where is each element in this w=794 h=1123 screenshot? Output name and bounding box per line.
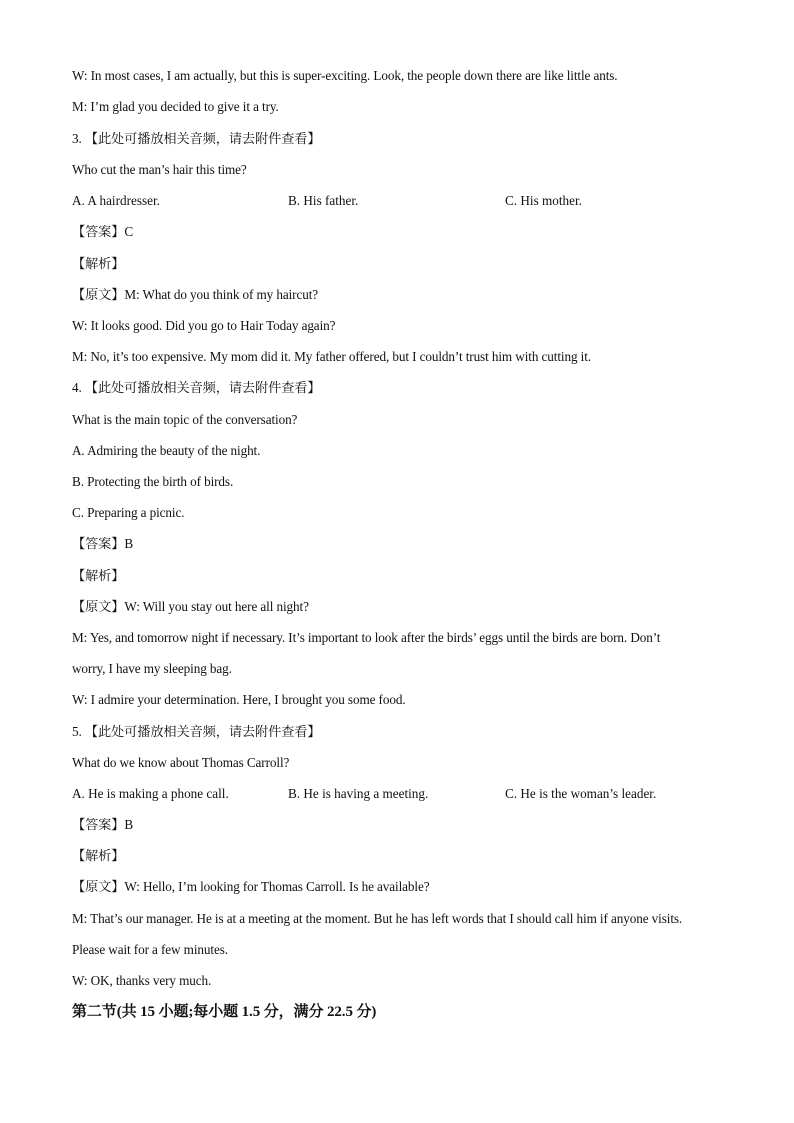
question-4-answer: 【答案】B — [72, 536, 134, 551]
question-3-answer: 【答案】C — [72, 224, 134, 239]
question-3-option-a: A. A hairdresser. — [72, 193, 160, 208]
question-5-header: 5. 【此处可播放相关音频，请去附件查看】 — [72, 724, 321, 739]
dialogue-line-m: M: No, it’s too expensive. My mom did it. My father offered, but I couldn’t trust him with cutting it. — [72, 349, 591, 364]
question-4-option-a: A. Admiring the beauty of the night. — [72, 443, 261, 458]
question-3-header: 3. 【此处可播放相关音频，请去附件查看】 — [72, 131, 321, 146]
question-5-analysis: 【解析】 — [72, 848, 125, 863]
question-3-option-b: B. His father. — [288, 193, 359, 208]
question-5-transcript: 【原文】W: Hello, I’m looking for Thomas Carroll. Is he available? — [72, 879, 430, 894]
dialogue-line-w: W: OK, thanks very much. — [72, 973, 212, 988]
question-4-header: 4. 【此处可播放相关音频，请去附件查看】 — [72, 380, 321, 395]
dialogue-line-w: W: It looks good. Did you go to Hair Today again? — [72, 318, 336, 333]
question-3-transcript: 【原文】M: What do you think of my haircut? — [72, 287, 319, 302]
question-3-option-c: C. His mother. — [505, 193, 582, 208]
question-5-answer: 【答案】B — [72, 817, 134, 832]
question-4-option-b: B. Protecting the birth of birds. — [72, 474, 234, 489]
question-3-text: Who cut the man’s hair this time? — [72, 162, 247, 177]
question-5-option-b: B. He is having a meeting. — [288, 786, 429, 801]
dialogue-line-w: W: I admire your determination. Here, I brought you some food. — [72, 692, 406, 707]
question-4-analysis: 【解析】 — [72, 568, 125, 583]
question-4-option-c: C. Preparing a picnic. — [72, 505, 185, 520]
dialogue-line-m: M: Yes, and tomorrow night if necessary. It’s important to look after the birds’ eggs until the birds are born. Don’t — [72, 630, 661, 645]
dialogue-line-continued: worry, I have my sleeping bag. — [72, 661, 232, 676]
question-4-text: What is the main topic of the conversation? — [72, 412, 298, 427]
dialogue-line-w: W: In most cases, I am actually, but this is super-exciting. Look, the people down there are like little ants. — [72, 68, 618, 83]
question-5-text: What do we know about Thomas Carroll? — [72, 755, 290, 770]
section-heading: 第二节(共 15 小题;每小题 1.5 分，满分 22.5 分) — [72, 1004, 377, 1020]
question-5-option-c: C. He is the woman’s leader. — [505, 786, 657, 801]
dialogue-line-m: M: I’m glad you decided to give it a try. — [72, 99, 279, 114]
question-4-transcript: 【原文】W: Will you stay out here all night? — [72, 599, 309, 614]
question-5-option-a: A. He is making a phone call. — [72, 786, 229, 801]
dialogue-line-continued: Please wait for a few minutes. — [72, 942, 228, 957]
dialogue-line-m: M: That’s our manager. He is at a meeting at the moment. But he has left words that I should call him if anyone visits. — [72, 911, 683, 926]
question-3-analysis: 【解析】 — [72, 256, 125, 271]
